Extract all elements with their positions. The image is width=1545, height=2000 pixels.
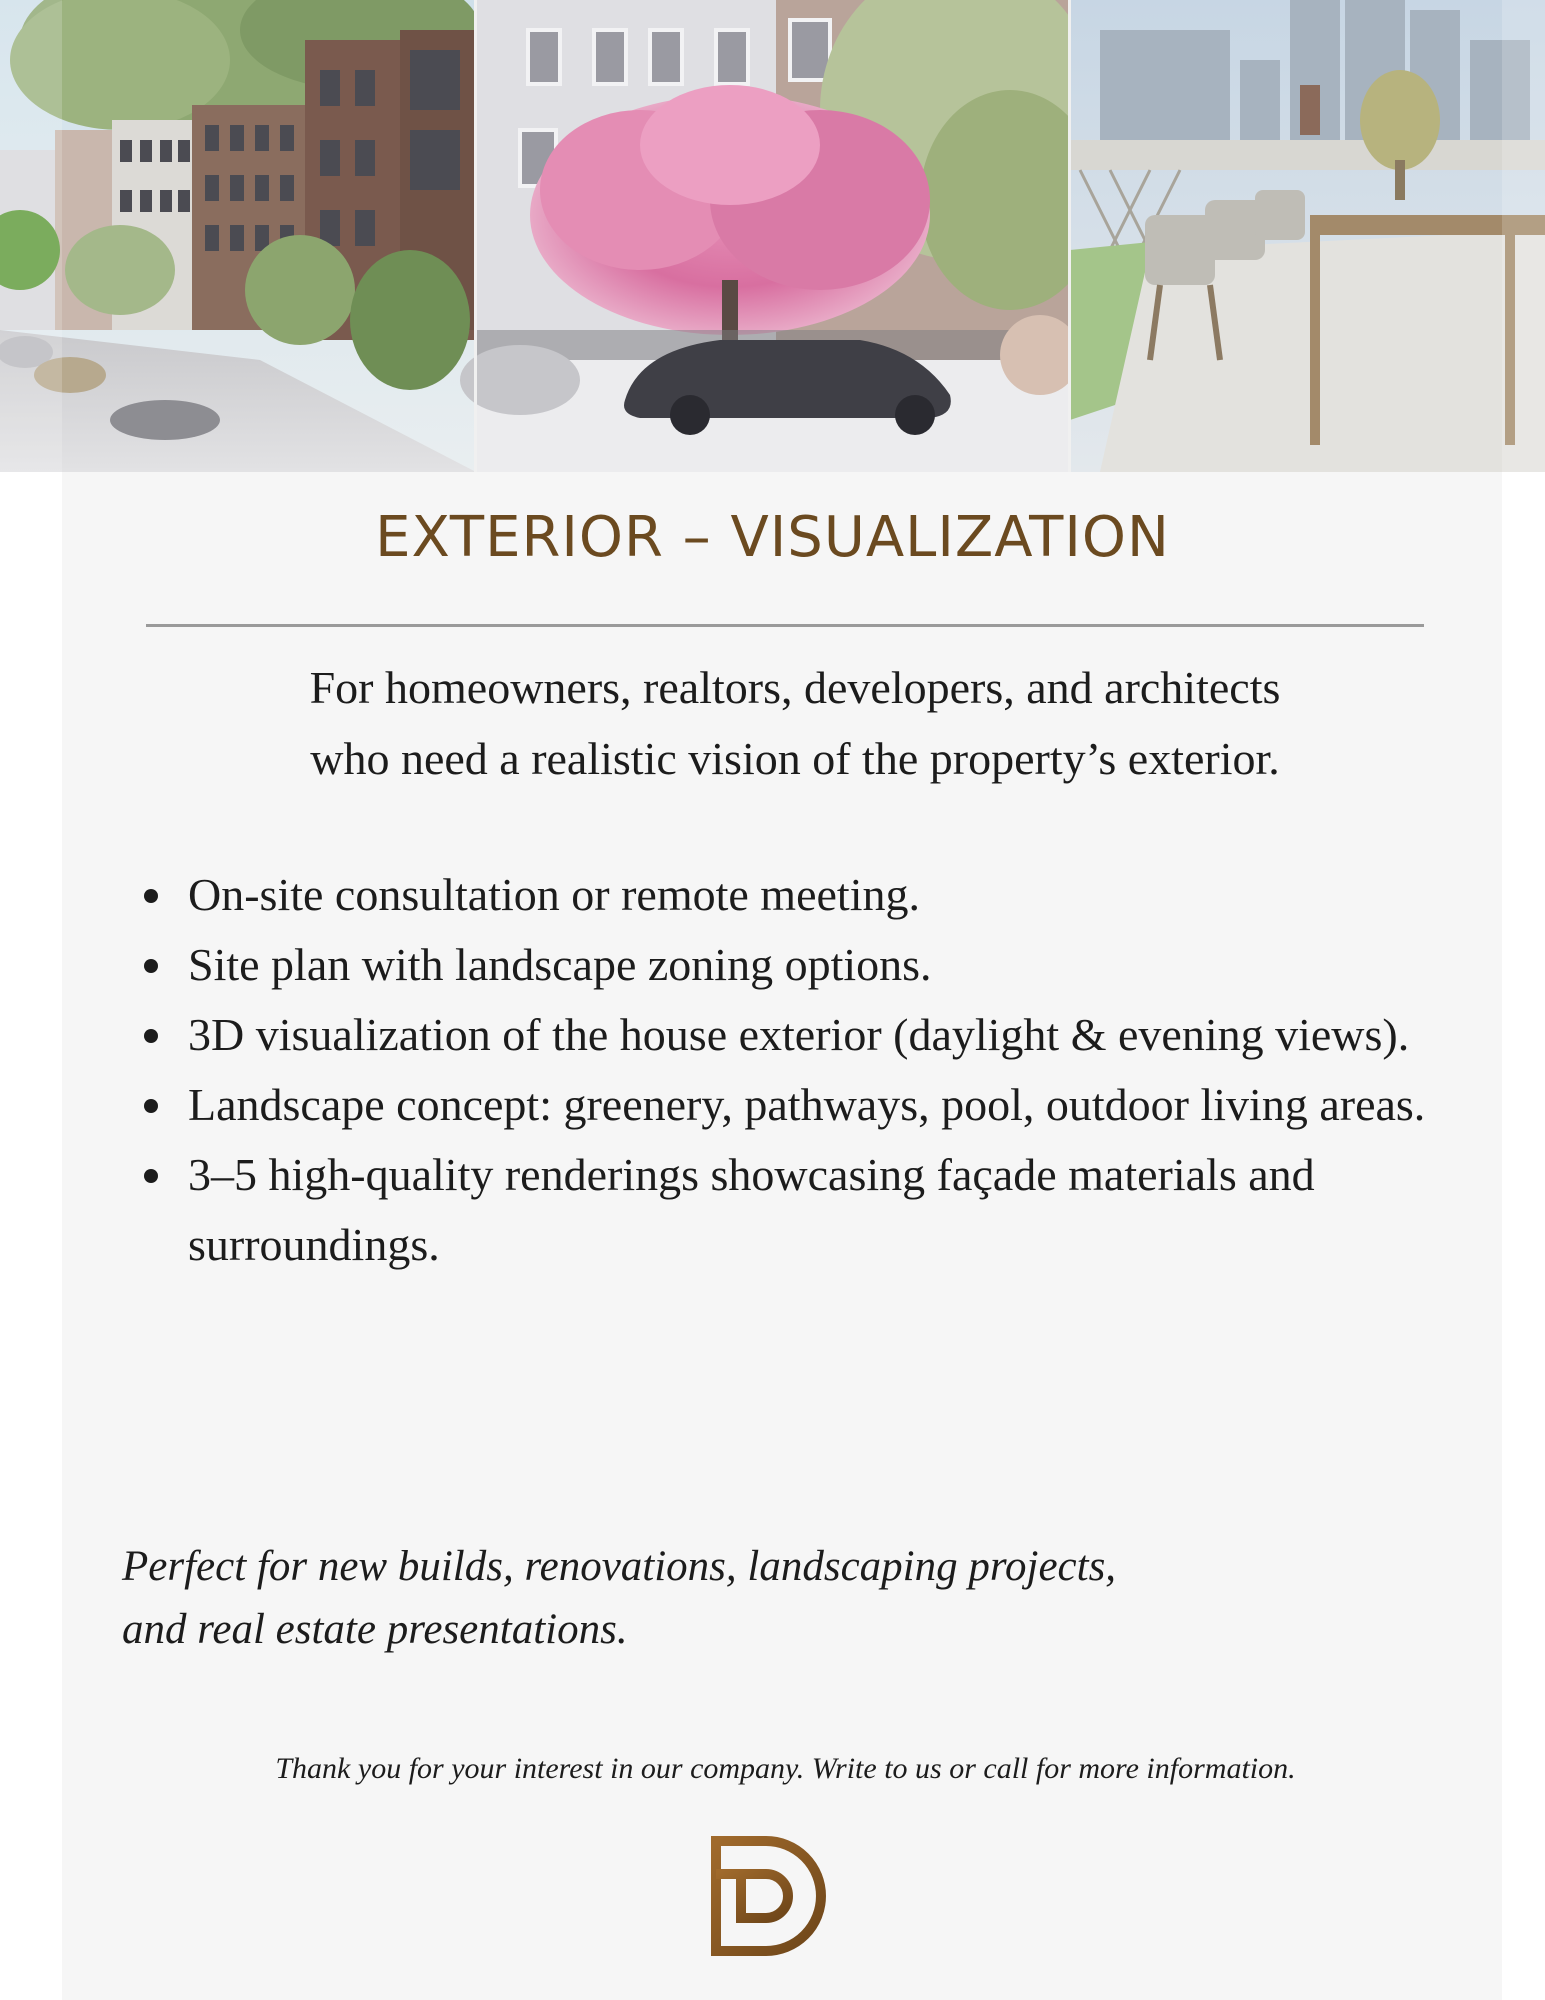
service-item: Site plan with landscape zoning options.: [140, 930, 1440, 1000]
thank-you-note: Thank you for your interest in our company. Write to us or call for more information.: [275, 1752, 1296, 1785]
intro-line: For homeowners, realtors, developers, and architects: [309, 662, 1281, 713]
service-item: 3D visualization of the house exterior (daylight & evening views).: [140, 1000, 1440, 1070]
service-item: On-site consultation or remote meeting.: [140, 860, 1440, 930]
service-item: 3–5 high-quality renderings showcasing façade materials and surroundings.: [140, 1140, 1440, 1280]
page-title: EXTERIOR – VISUALIZATION: [375, 505, 1170, 570]
cherry-tree-facade-rendering: [460, 0, 1100, 472]
use-case-note: [122, 1535, 1422, 1661]
use-case-line: Perfect for new builds, renovations, landscaping projects,: [122, 1543, 1117, 1590]
intro-line: who need a realistic vision of the property’s exterior.: [310, 733, 1280, 784]
rooftop-terrace-rendering: [1070, 0, 1545, 472]
service-item: Landscape concept: greenery, pathways, pool, outdoor living areas.: [140, 1070, 1440, 1140]
d-monogram-logo: [711, 1836, 839, 1956]
intro-text: [0, 652, 1545, 794]
use-case-line: and real estate presentations.: [122, 1606, 628, 1653]
brownstone-street-rendering: [0, 0, 480, 472]
title-divider: [146, 624, 1424, 627]
services-list: [140, 860, 1440, 1280]
hero-image-strip: [0, 0, 1545, 472]
